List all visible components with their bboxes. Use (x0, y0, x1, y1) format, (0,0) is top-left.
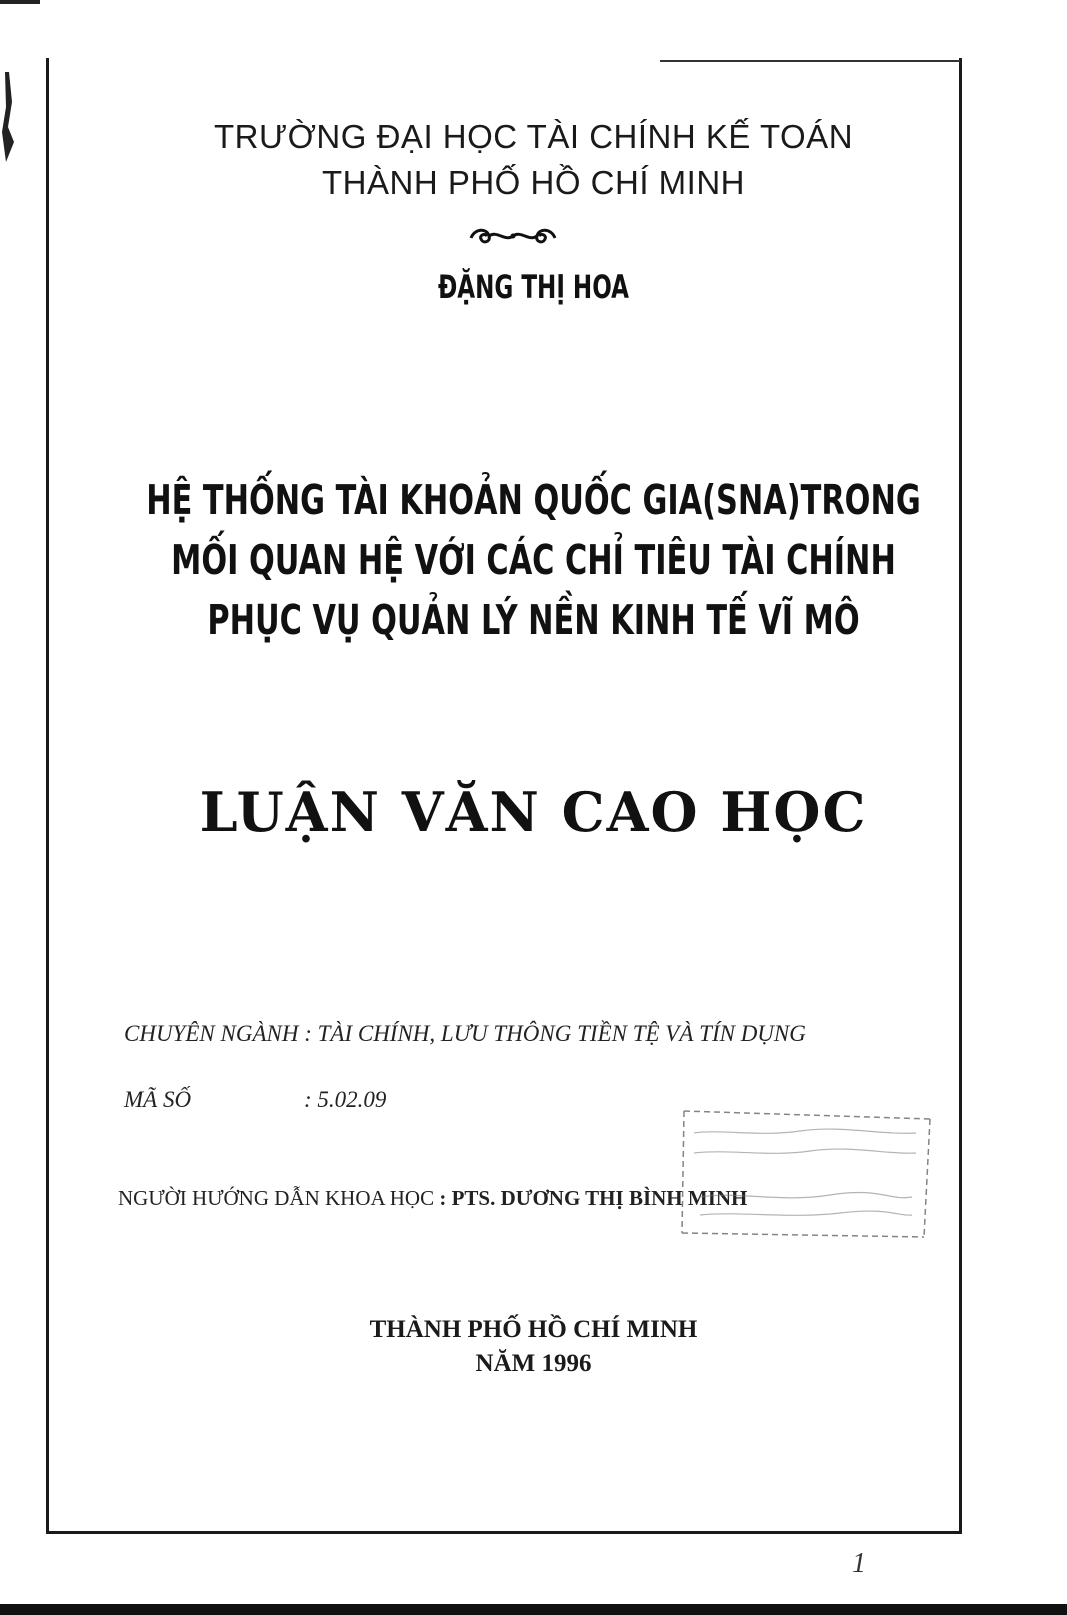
page-number: 1 (852, 1548, 866, 1579)
author-name: ĐẶNG THỊ HOA (437, 268, 630, 306)
degree-title: LUẬN VĂN CAO HỌC (199, 780, 868, 844)
city-name: THÀNH PHỐ HỒ CHÍ MINH (369, 1316, 698, 1343)
advisor-name: PTS. DƯƠNG THỊ BÌNH MINH (451, 1186, 748, 1210)
school-name-line2: THÀNH PHỐ HỒ CHÍ MINH (322, 164, 745, 201)
scan-edge-bottom (0, 1604, 1067, 1615)
thesis-title-line1: HỆ THỐNG TÀI KHOẢN QUỐC GIA(SNA)TRONG (146, 476, 921, 524)
year: NĂM 1996 (475, 1350, 592, 1377)
advisor-line (118, 1186, 747, 1211)
thesis-title-line2: MỐI QUAN HỆ VỚI CÁC CHỈ TIÊU TÀI CHÍNH (171, 536, 896, 584)
thesis-title-line3: PHỤC VỤ QUẢN LÝ NỀN KINH TẾ VĨ MÔ (207, 596, 860, 644)
code-value: : 5.02.09 (304, 1087, 387, 1112)
scan-edge-top (0, 0, 40, 4)
advisor-label: NGƯỜI HƯỚNG DẪN KHOA HỌC (118, 1186, 435, 1210)
ornament-divider-icon (465, 224, 561, 248)
school-name-line1: TRƯỜNG ĐẠI HỌC TÀI CHÍNH KẾ TOÁN (213, 118, 854, 155)
advisor-separator: : (439, 1186, 447, 1210)
library-stamp (680, 1105, 935, 1240)
specialty-line: CHUYÊN NGÀNH : TÀI CHÍNH, LƯU THÔNG TIỀN TỆ VÀ TÍN DỤNG (124, 1021, 806, 1046)
frame-top-line (660, 60, 960, 62)
code-label: MÃ SỐ (124, 1087, 192, 1112)
